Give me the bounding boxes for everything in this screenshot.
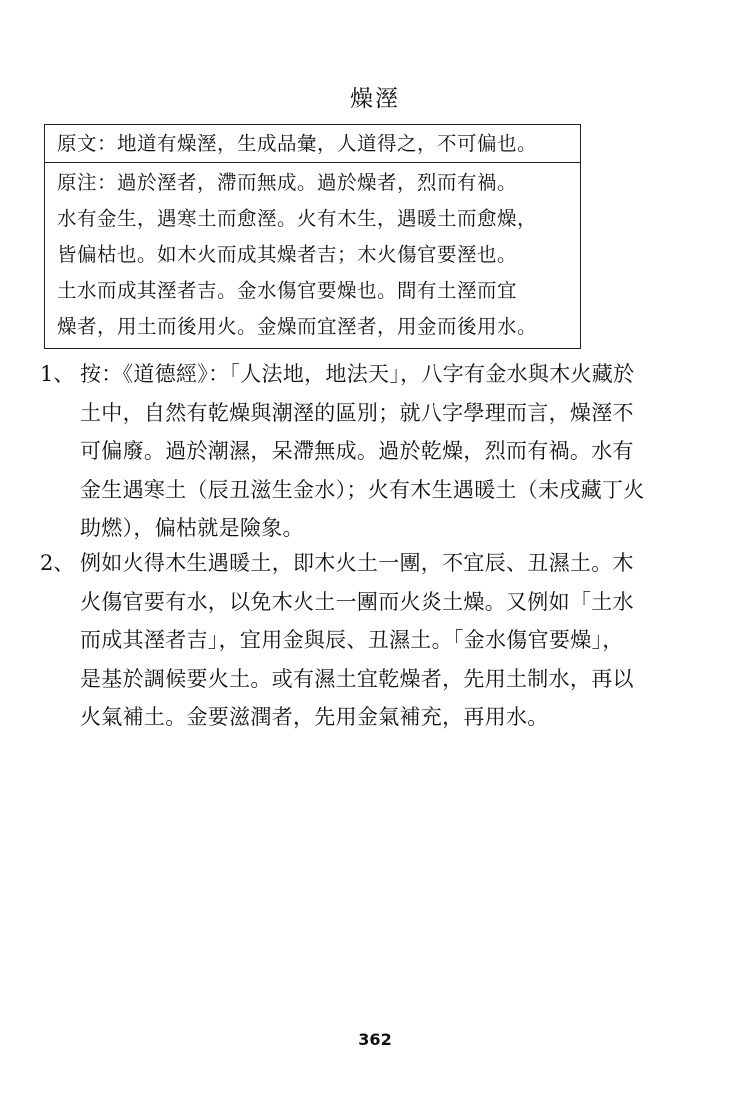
item-line: 火傷官要有水，以免木火土一團而火炎土燥。又例如「土水	[80, 589, 634, 614]
item-line: 是基於調候要火土。或有濕土宜乾燥者，先用土制水，再以	[80, 666, 634, 691]
item-line: 例如火得木生遇暖土，即木火土一團，不宜辰、丑濕土。木	[80, 551, 634, 575]
original-text: 原文：地道有燥溼，生成品彙，人道得之，不可偏也。	[45, 125, 580, 163]
note-line: 燥者，用土而後用火。金燥而宜溼者，用金而後用水。	[57, 315, 538, 338]
page-title: 燥溼	[350, 86, 400, 112]
item-line: 金生遇寒土（辰丑滋生金水）；火有木生遇暖土（未戌藏丁火	[80, 477, 645, 502]
item-line: 土中，自然有乾燥與潮溼的區別；就八字學理而言，燥溼不	[80, 400, 634, 425]
original-notes	[45, 165, 580, 348]
item-number: 2、	[40, 551, 75, 575]
note-line: 皆偏枯也。如木火而成其燥者吉；木火傷官要溼也。	[57, 243, 518, 266]
quoted-text-box	[44, 124, 581, 349]
commentary-item-2	[40, 544, 700, 737]
page-number: 362	[358, 1030, 392, 1049]
item-line: 火氣補土。金要滋潤者，先用金氣補充，再用水。	[80, 705, 549, 729]
note-line: 原注：過於溼者，滯而無成。過於燥者，烈而有禍。	[57, 171, 518, 194]
item-line: 按：《道德經》：「人法地，地法天」，八字有金水與木火藏於	[80, 362, 635, 386]
item-number: 1、	[40, 362, 75, 386]
note-line: 土水而成其溼者吉。金水傷官要燥也。間有土溼而宜	[57, 279, 518, 302]
note-line: 水有金生，遇寒土而愈溼。火有木生，遇暖土而愈燥，	[57, 207, 538, 230]
item-line: 助燃），偏枯就是險象。	[80, 516, 304, 540]
commentary-item-1	[40, 355, 700, 548]
item-line: 而成其溼者吉」，宜用金與辰、丑濕土。「金水傷官要燥」，	[80, 628, 624, 652]
item-line: 可偏廢。過於潮濕，呆滯無成。過於乾燥，烈而有禍。水有	[80, 439, 634, 463]
